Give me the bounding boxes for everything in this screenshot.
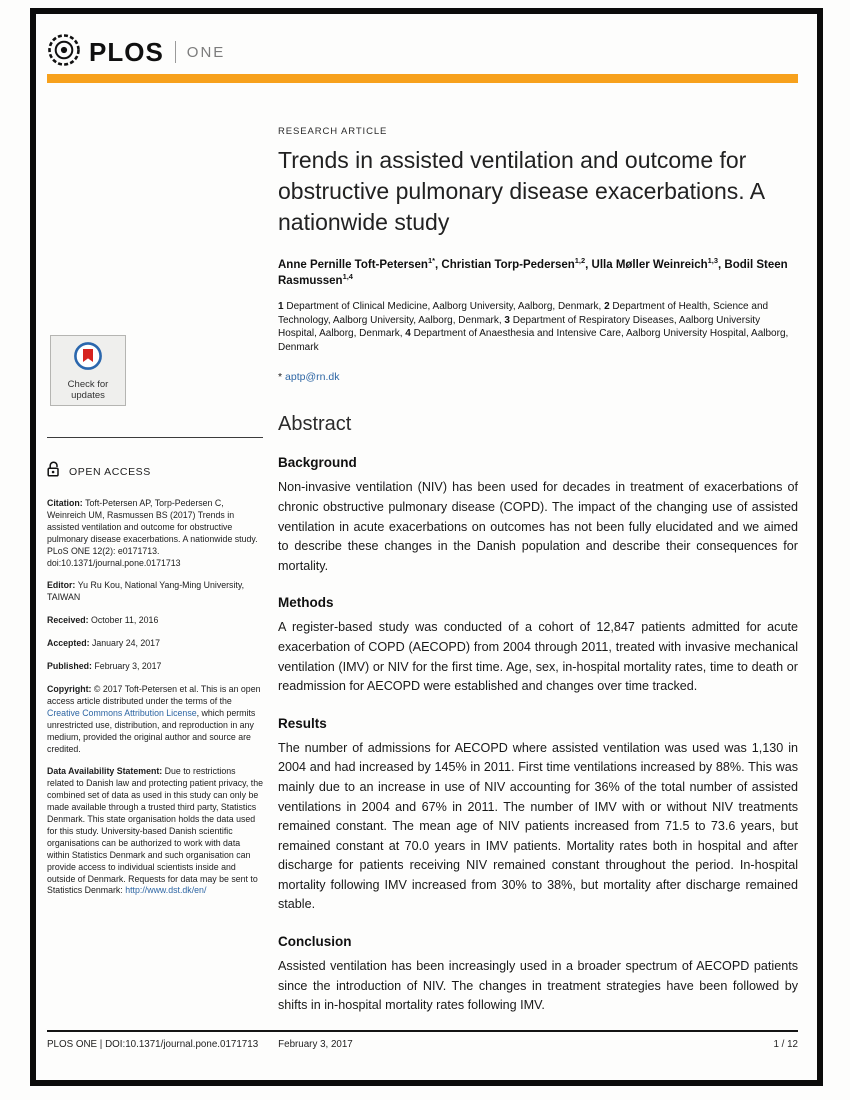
text-segment: 2 [604, 301, 613, 312]
text-segment: 4 [405, 328, 414, 340]
text-segment: 1,3 [707, 256, 719, 266]
page-footer [47, 1039, 798, 1050]
accepted-date: January 24, 2017 [91, 638, 160, 649]
open-access-label: OPEN ACCESS [69, 466, 151, 478]
data-availability-text [47, 766, 263, 895]
abstract-heading: Abstract [278, 413, 352, 436]
text-segment: , Bodil Steen Rasmussen [278, 259, 788, 287]
text-segment: 1* [427, 256, 436, 266]
data-availability-block [47, 766, 264, 897]
footer-date: February 3, 2017 [278, 1039, 353, 1050]
footer-journal-doi: PLOS ONE | DOI:10.1371/journal.pone.0171713 [47, 1039, 259, 1050]
plos-logo-text: PLOS [89, 36, 164, 67]
crossmark-icon [73, 341, 103, 376]
plos-logo-icon [47, 33, 81, 72]
received-label: Received: [47, 615, 92, 626]
footer-left [47, 1039, 353, 1050]
open-lock-icon [47, 461, 62, 483]
section-results [278, 716, 798, 915]
logo-divider [175, 41, 176, 63]
article-metadata-sidebar [47, 461, 264, 908]
text-segment: Department of Clinical Medicine, Aalborg University, Aalborg, Denmark, [286, 301, 605, 312]
text-segment: 1 [278, 301, 287, 312]
data-availability-label: Data Availability Statement: [47, 766, 165, 777]
citation-block [47, 498, 264, 569]
text-segment: 1,4 [342, 272, 353, 282]
copyright-text [47, 684, 260, 754]
text-link[interactable]: http://www.dst.dk/en/ [125, 885, 207, 896]
text-segment: Anne Pernille Toft-Petersen [278, 259, 428, 271]
text-link[interactable]: Creative Commons Attribution License [47, 707, 197, 718]
section-methods-heading: Methods [278, 595, 334, 611]
article-main-column [278, 126, 798, 1016]
sidebar-divider [47, 437, 263, 438]
editor-block [47, 580, 264, 604]
text-segment: , Ulla Møller Weinreich [585, 259, 708, 271]
section-results-text: The number of admissions for AECOPD where assisted ventilation was used was 1,130 in 2004 and had increased by 145% in 2011. First time ventilations increased by 88%. This was mainly due to an increase in use of NIV accounting for 36% of the total number of assisted ventilations in 2004 and 67% in 2011. The number of IMV with or without NIV treatments remained constant. The mean age of NIV patients increased from 71.5 to 73.6 years, but remained constant at 70.0 years in IMV patients. Mortality rates both in hospital and after discharge for patients receiving NIV remained constant throughout the period. In-hospital mortality following IMV increased from 30% to 38%, but mortality after discharge remained stable. [278, 740, 798, 912]
text-segment: Department of Health, Science and Technology, Aalborg University, Aalborg, Denmark, [278, 301, 769, 326]
badge-line1: Check for [67, 378, 109, 390]
citation-label: Citation: [47, 498, 86, 508]
article-title: Trends in assisted ventilation and outcome for obstructive pulmonary disease exacerbations. A nationwide study [278, 147, 764, 235]
published-block [47, 661, 264, 673]
footer-page-number: 1 / 12 [773, 1039, 798, 1050]
text-segment: Department of Respiratory Diseases, Aalborg University Hospital, Aalborg, Denmark, [278, 314, 761, 340]
section-methods-text: A register-based study was conducted of a cohort of 12,847 patients admitted for acute exacerbation of COPD (AECOPD) from 2004 through 2011, treated with invasive mechanical ventilation (IMV) or NIV for the first time. Age, sex, in-hospital mortality rates, time to death or readmission for AECOPD were established and changes over time tracked. [278, 620, 798, 694]
editor-text: Yu Ru Kou, National Yang-Ming University, TAIWAN [47, 580, 245, 603]
accepted-block [47, 638, 264, 650]
affiliations-list [278, 300, 798, 354]
section-results-heading: Results [278, 715, 327, 731]
editor-label: Editor: [47, 580, 78, 591]
correspondence-email-link[interactable]: aptp@rn.dk [285, 371, 340, 384]
text-segment: , which permits unrestricted use, distribution, and reproduction in any medium, provided the original author and source are credited. [47, 707, 256, 754]
text-segment: © 2017 Toft-Petersen et al. This is an open access article distributed under the terms of the [47, 683, 261, 706]
text-segment: , Christian Torp-Pedersen [435, 259, 575, 271]
check-for-updates-badge[interactable] [50, 335, 126, 406]
published-label: Published: [47, 661, 95, 672]
text-segment: Due to restrictions related to Danish law and protecting patient privacy, the combined set of data as used in this study can only be made available through a trusted third party, Statistics Denmark. This state organisation holds the data used for this study. University-based Danish scientific organisations can be authorized to work with data within Statistics Denmark and such organisation can provide access to individual scientists inside and outside of Denmark. Requests for data may be sent to Statistics Denmark: [47, 766, 263, 896]
copyright-label: Copyright: [47, 683, 94, 694]
text-segment: 1,2 [574, 256, 586, 266]
author-list [278, 257, 798, 289]
received-date: October 11, 2016 [91, 615, 159, 626]
section-conclusion [278, 934, 798, 1016]
article-type-label: RESEARCH ARTICLE [278, 126, 388, 137]
correspondence-star: * [278, 371, 286, 384]
copyright-block [47, 684, 264, 755]
accent-bar [47, 74, 798, 83]
section-conclusion-text: Assisted ventilation has been increasingly used in a broader spectrum of AECOPD patients since the introduction of NIV. The changes in treatment strategies have been followed by shifts in in-hospital mortality rates following IMV. [278, 959, 798, 1013]
published-date: February 3, 2017 [94, 661, 162, 672]
citation-text: Toft-Petersen AP, Torp-Pedersen C, Weinreich UM, Rasmussen BS (2017) Trends in assisted ventilation and outcome for obstructive pulmonary disease exacerbations. A nationwide study. PLoS ONE 12(2): e0171713. doi:10.1371/journal.pone.0171713 [47, 498, 258, 568]
received-block [47, 615, 264, 627]
section-background [278, 455, 798, 576]
journal-masthead [47, 34, 225, 70]
correspondence-line [278, 371, 798, 383]
footer-divider [47, 1030, 798, 1032]
text-segment: Department of Anaesthesia and Intensive Care, Aalborg University Hospital, Aalborg, Denmark [278, 328, 789, 353]
open-access-row [47, 461, 264, 483]
accepted-label: Accepted: [47, 638, 92, 649]
section-methods [278, 595, 798, 696]
badge-line2: updates [71, 389, 105, 401]
section-conclusion-heading: Conclusion [278, 934, 352, 950]
section-background-heading: Background [278, 455, 357, 471]
section-background-text: Non-invasive ventilation (NIV) has been used for decades in treatment of exacerbations of chronic obstructive pulmonary disease (COPD). The impact of the changing use of assisted ventilation in acute exacerbations on outcomes has not been fully elucidated and we aimed to describe these changes in the Danish population and describe their consequences for mortality. [278, 480, 798, 573]
text-segment: 3 [504, 314, 513, 326]
journal-name-label: ONE [186, 43, 226, 61]
